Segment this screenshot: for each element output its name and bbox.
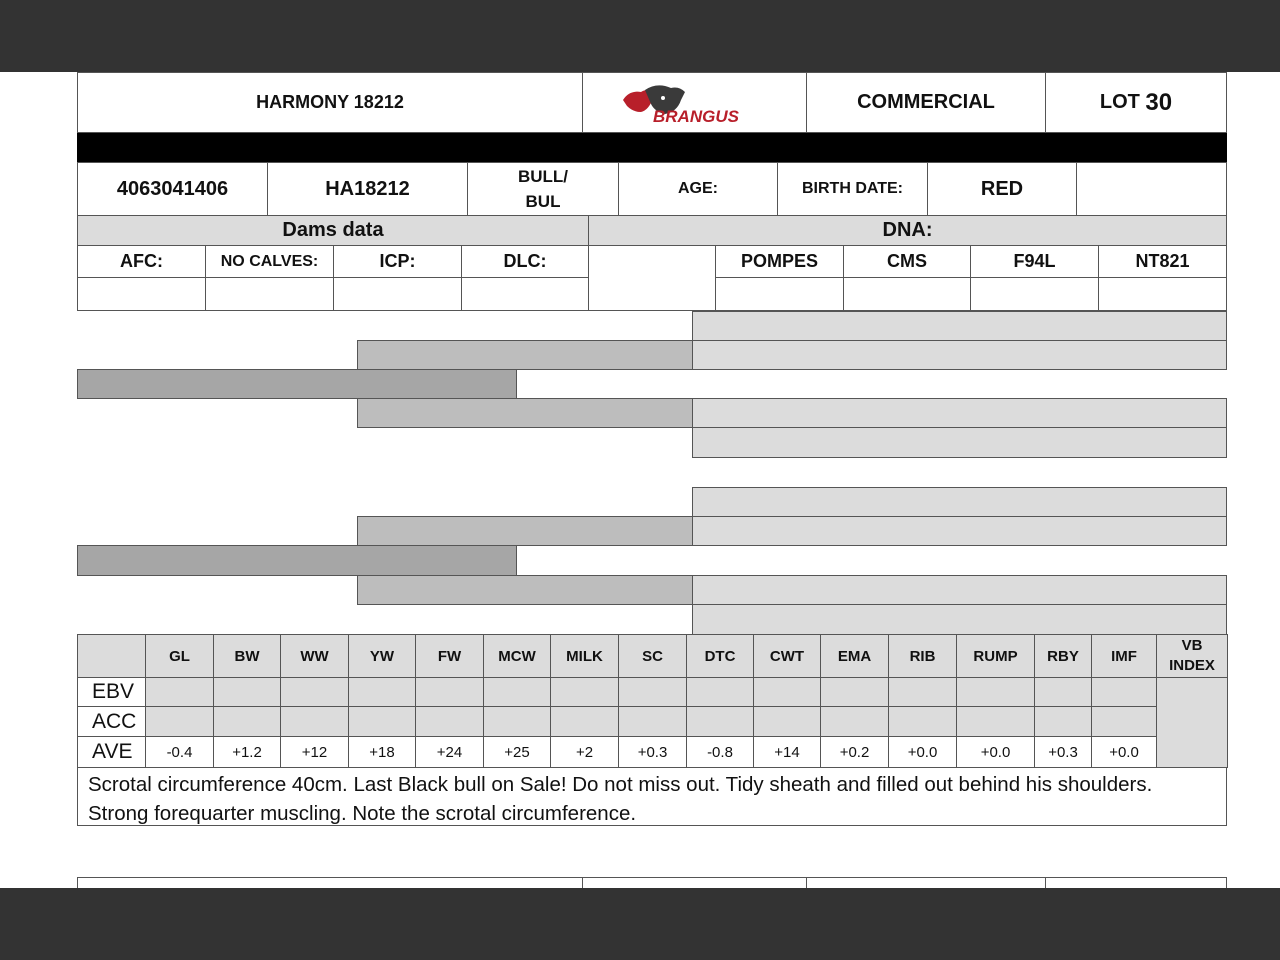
pedigree-sire-dam — [357, 398, 693, 428]
ebv-header-gl: GL — [145, 634, 214, 678]
tag-number: HA18212 — [267, 162, 468, 216]
ebv-header-yw: YW — [348, 634, 416, 678]
ebv-acc-cwt — [753, 706, 821, 737]
ebv-header-vb-index — [1156, 634, 1228, 678]
id-number: 4063041406 — [77, 162, 268, 216]
ebv-vb-index-value — [1156, 677, 1228, 768]
pedigree-sire-dam-dam — [692, 427, 1227, 458]
ebv-ebv-gl — [145, 677, 214, 707]
ebv-ebv-ema — [820, 677, 889, 707]
ebv-header-corner — [77, 634, 146, 678]
ebv-acc-imf — [1091, 706, 1157, 737]
catalog-page — [0, 72, 1280, 888]
dna-value-f94l — [970, 277, 1099, 311]
next-header-lot-cell — [1045, 877, 1227, 888]
dams-value-dlc — [461, 277, 589, 311]
ebv-row-label-acc: ACC — [77, 706, 146, 737]
ebv-acc-ww — [280, 706, 349, 737]
sex-line-2: BUL — [525, 192, 561, 211]
dams-header-dlc: DLC: — [461, 245, 589, 278]
lot-prefix: LOT — [1099, 91, 1140, 113]
ebv-ebv-fw — [415, 677, 484, 707]
dna-header-nt821: NT821 — [1098, 245, 1227, 278]
ebv-ave-dtc: -0.8 — [686, 736, 754, 768]
ebv-ave-yw: +18 — [348, 736, 416, 768]
svg-text:BRANGUS: BRANGUS — [652, 106, 739, 126]
ebv-acc-sc — [618, 706, 687, 737]
category-label: COMMERCIAL — [806, 72, 1046, 133]
ebv-ave-fw: +24 — [415, 736, 484, 768]
pedigree-sire-sire — [357, 340, 693, 370]
ebv-header-dtc: DTC — [686, 634, 754, 678]
next-header-name-cell — [77, 877, 583, 888]
pedigree-dam-dam — [357, 575, 693, 605]
ebv-acc-rby — [1034, 706, 1092, 737]
ebv-acc-ema — [820, 706, 889, 737]
ebv-ave-milk: +2 — [550, 736, 619, 768]
ebv-ave-cwt: +14 — [753, 736, 821, 768]
ebv-ave-rump: +0.0 — [956, 736, 1035, 768]
ebv-ebv-cwt — [753, 677, 821, 707]
dna-header-f94l: F94L — [970, 245, 1099, 278]
ebv-header-rump: RUMP — [956, 634, 1035, 678]
ebv-ebv-yw — [348, 677, 416, 707]
dna-header-pompes: POMPES — [715, 245, 844, 278]
dna-value-nt821 — [1098, 277, 1227, 311]
ebv-header-cwt: CWT — [753, 634, 821, 678]
ebv-row-label-ave: AVE — [77, 736, 146, 768]
ebv-ebv-sc — [618, 677, 687, 707]
ebv-header-ww: WW — [280, 634, 349, 678]
ebv-acc-mcw — [483, 706, 551, 737]
ebv-ebv-mcw — [483, 677, 551, 707]
ebv-ebv-ww — [280, 677, 349, 707]
sex-line-1: BULL/ — [517, 167, 569, 186]
ebv-acc-fw — [415, 706, 484, 737]
dna-value-pompes — [715, 277, 844, 311]
brangus-logo — [615, 78, 775, 128]
ebv-ave-imf: +0.0 — [1091, 736, 1157, 768]
pedigree-dam — [77, 545, 517, 576]
black-bar — [77, 133, 1227, 162]
ebv-ebv-rby — [1034, 677, 1092, 707]
dna-title: DNA: — [588, 215, 1227, 246]
ebv-header-ema: EMA — [820, 634, 889, 678]
dams-title: Dams data — [77, 215, 589, 246]
vb-index-index-line1: VB — [1181, 637, 1203, 654]
pedigree-dam-sire-dam — [692, 516, 1227, 546]
birth-date-label: BIRTH DATE: — [777, 162, 928, 216]
ebv-ebv-milk — [550, 677, 619, 707]
ebv-ebv-dtc — [686, 677, 754, 707]
dna-value-cms — [843, 277, 971, 311]
pedigree-sire-sire-sire — [692, 311, 1227, 341]
dams-header-icp: ICP: — [333, 245, 462, 278]
dams-value-no-calves — [205, 277, 334, 311]
ebv-ave-ww: +12 — [280, 736, 349, 768]
next-header-logo-cell — [582, 877, 807, 888]
ebv-header-rib: RIB — [888, 634, 957, 678]
vb-index-index-line2: INDEX — [1169, 657, 1215, 674]
brangus-logo-cell — [582, 72, 807, 133]
dna-header-cms: CMS — [843, 245, 971, 278]
ebv-row-label-ebv: EBV — [77, 677, 146, 707]
ebv-acc-yw — [348, 706, 416, 737]
ebv-acc-dtc — [686, 706, 754, 737]
ebv-ave-rby: +0.3 — [1034, 736, 1092, 768]
dna-blank-cell — [588, 245, 716, 311]
pedigree-dam-sire-sire — [692, 487, 1227, 517]
colour-value: RED — [927, 162, 1077, 216]
id-extra-cell — [1076, 162, 1227, 216]
pedigree-sire — [77, 369, 517, 399]
pedigree-sire-sire-dam — [692, 340, 1227, 370]
ebv-header-imf: IMF — [1091, 634, 1157, 678]
pedigree-sire-dam-sire — [692, 398, 1227, 428]
ebv-header-milk: MILK — [550, 634, 619, 678]
pedigree-dam-dam-sire — [692, 575, 1227, 605]
dams-header-afc: AFC: — [77, 245, 206, 278]
ebv-header-bw: BW — [213, 634, 281, 678]
next-header-category-cell — [806, 877, 1046, 888]
dams-value-icp — [333, 277, 462, 311]
ebv-acc-milk — [550, 706, 619, 737]
ebv-acc-rib — [888, 706, 957, 737]
ebv-ebv-rump — [956, 677, 1035, 707]
ebv-acc-gl — [145, 706, 214, 737]
lot-notes: Scrotal circumference 40cm. Last Black bull on Sale! Do not miss out. Tidy sheath and filled out behind his shoulders. Strong forequarter muscling. Note the scrotal circumference. — [77, 767, 1227, 826]
ebv-ebv-bw — [213, 677, 281, 707]
ebv-ebv-imf — [1091, 677, 1157, 707]
ebv-ave-gl: -0.4 — [145, 736, 214, 768]
ebv-ave-bw: +1.2 — [213, 736, 281, 768]
ebv-ebv-rib — [888, 677, 957, 707]
lot-label — [1045, 72, 1227, 133]
ebv-header-rby: RBY — [1034, 634, 1092, 678]
ebv-acc-bw — [213, 706, 281, 737]
ebv-ave-sc: +0.3 — [618, 736, 687, 768]
dams-header-no-calves: NO CALVES: — [205, 245, 334, 278]
ebv-ave-ema: +0.2 — [820, 736, 889, 768]
ebv-ave-rib: +0.0 — [888, 736, 957, 768]
ebv-header-mcw: MCW — [483, 634, 551, 678]
dams-value-afc — [77, 277, 206, 311]
lot-number: 30 — [1145, 88, 1173, 116]
ebv-header-sc: SC — [618, 634, 687, 678]
ebv-acc-rump — [956, 706, 1035, 737]
ebv-header-fw: FW — [415, 634, 484, 678]
pedigree-dam-sire — [357, 516, 693, 546]
animal-name: HARMONY 18212 — [77, 72, 583, 133]
age-label: AGE: — [618, 162, 778, 216]
sex-label — [467, 162, 619, 216]
ebv-ave-mcw: +25 — [483, 736, 551, 768]
pedigree-dam-dam-dam — [692, 604, 1227, 635]
